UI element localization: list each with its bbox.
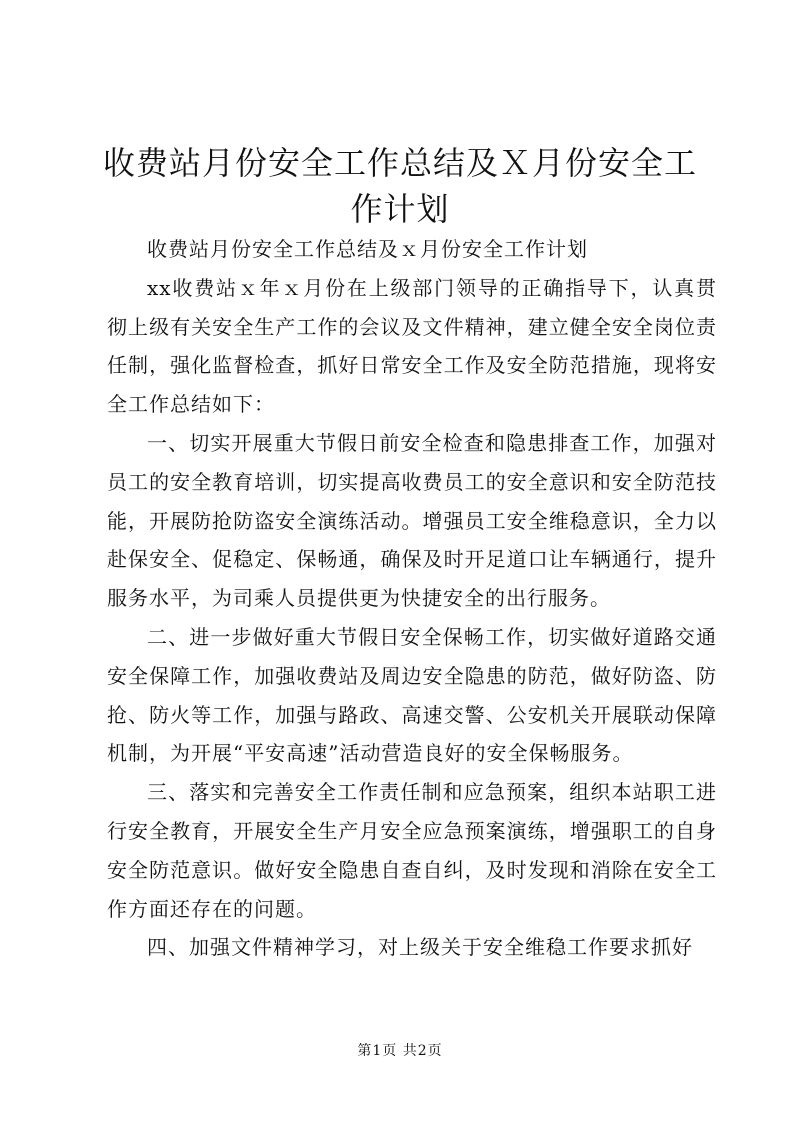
paragraph-item-1: 一、切实开展重大节假日前安全检查和隐患排查工作，加强对员工的安全教育培训，切实提高收费员工的安全意识和安全防范技能，开展防抢防盗安全演练活动。增强员工安全维稳意识，全力以赴保安全、促稳定、保畅通，确保及时开足道口让车辆通行，提升服务水平，为司乘人员提供更为快捷安全的出行服务。	[107, 430, 717, 611]
paragraph-item-3: 三、落实和完善安全工作责任制和应急预案，组织本站职工进行安全教育，开展安全生产月安全应急预案演练，增强职工的自身安全防范意识。做好安全隐患自查自纠，及时发现和消除在安全工作方面还存在的问题。	[107, 780, 717, 921]
document-title: 收费站月份安全工作总结及Ｘ月份安全工作计划	[102, 144, 697, 228]
paragraph-item-4: 四、加强文件精神学习，对上级关于安全维稳工作要求抓好	[147, 935, 693, 960]
paragraph-intro: xx收费站ｘ年ｘ月份在上级部门领导的正确指导下，认真贯彻上级有关安全生产工作的会议及文件精神，建立健全安全岗位责任制，强化监督检查，抓好日常安全工作及安全防范措施，现将安全工作总结如下：	[107, 275, 717, 417]
document-body	[107, 230, 717, 967]
paragraph-item-2: 二、进一步做好重大节假日安全保畅工作，切实做好道路交通安全保障工作，加强收费站及周边安全隐患的防范，做好防盗、防抢、防火等工作，加强与路政、高速交警、公安机关开展联动保障机制，为开展“平安高速”活动营造良好的安全保畅服务。	[107, 624, 717, 766]
paragraph-subtitle: 收费站月份安全工作总结及ｘ月份安全工作计划	[147, 237, 588, 261]
page-footer: 第1页 共2页	[357, 1043, 443, 1059]
